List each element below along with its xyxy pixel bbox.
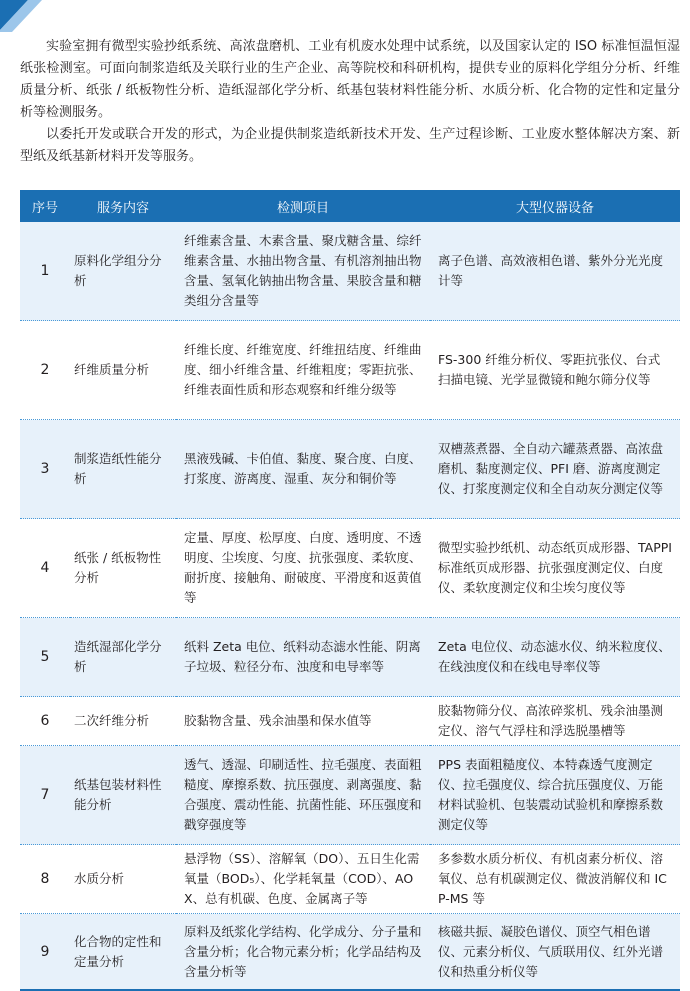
row-number: 1 bbox=[20, 222, 70, 321]
row-service: 纸基包装材料性能分析 bbox=[70, 746, 176, 845]
row-service: 二次纤维分析 bbox=[70, 697, 176, 746]
row-number: 9 bbox=[20, 914, 70, 991]
table-row bbox=[20, 321, 680, 420]
row-service: 造纸湿部化学分析 bbox=[70, 618, 176, 697]
row-equipment: 核磁共振、凝胶色谱仪、顶空气相色谱仪、元素分析仪、气质联用仪、红外光谱仪和热重分析仪等 bbox=[430, 914, 680, 991]
row-number: 3 bbox=[20, 420, 70, 519]
row-items: 纤维素含量、木素含量、聚戊糖含量、综纤维素含量、水抽出物含量、有机溶剂抽出物含量、氢氧化钠抽出物含量、果胶含量和糖类组分含量等 bbox=[176, 222, 430, 321]
row-number: 7 bbox=[20, 746, 70, 845]
row-number: 5 bbox=[20, 618, 70, 697]
row-items: 黑液残碱、卡伯值、黏度、聚合度、白度、打浆度、游离度、湿重、灰分和铜价等 bbox=[176, 420, 430, 519]
row-service: 水质分析 bbox=[70, 845, 176, 914]
table-row bbox=[20, 697, 680, 746]
table-row bbox=[20, 519, 680, 618]
row-service: 制浆造纸性能分析 bbox=[70, 420, 176, 519]
row-number: 6 bbox=[20, 697, 70, 746]
table-header-row bbox=[20, 190, 680, 222]
row-equipment: 胶黏物筛分仪、高浓碎浆机、残余油墨测定仪、溶气气浮柱和浮选脱墨槽等 bbox=[430, 697, 680, 746]
row-service: 纸张 / 纸板物性分析 bbox=[70, 519, 176, 618]
row-items: 原料及纸浆化学结构、化学成分、分子量和含量分析；化合物元素分析；化学品结构及含量分析等 bbox=[176, 914, 430, 991]
corner-decoration bbox=[0, 0, 70, 36]
row-equipment: 多参数水质分析仪、有机卤素分析仪、溶氧仪、总有机碳测定仪、微波消解仪和 ICP-MS 等 bbox=[430, 845, 680, 914]
intro-text bbox=[20, 36, 680, 168]
services-table-container bbox=[20, 190, 680, 991]
row-equipment: 微型实验抄纸机、动态纸页成形器、TAPPI 标准纸页成形器、抗张强度测定仪、白度仪、柔软度测定仪和尘埃匀度仪等 bbox=[430, 519, 680, 618]
intro-paragraph-1: 实验室拥有微型实验抄纸系统、高浓盘磨机、工业有机废水处理中试系统，以及国家认定的 ISO 标准恒温恒湿纸张检测室。可面向制浆造纸及关联行业的生产企业、高等院校和科研机构，提供专业的原料化学组分分析、纤维质量分析、纸张 / 纸板物性分析、造纸湿部化学分析、纸基包装材料性能分析、水质分析、化合物的定性和定量分析等检测服务。 bbox=[20, 39, 680, 120]
row-number: 4 bbox=[20, 519, 70, 618]
header-service: 服务内容 bbox=[70, 190, 176, 222]
row-equipment: 双槽蒸煮器、全自动六罐蒸煮器、高浓盘磨机、黏度测定仪、PFI 磨、游离度测定仪、打浆度测定仪和全自动灰分测定仪等 bbox=[430, 420, 680, 519]
row-items: 纸料 Zeta 电位、纸料动态滤水性能、阴离子垃圾、粒径分布、浊度和电导率等 bbox=[176, 618, 430, 697]
row-service: 纤维质量分析 bbox=[70, 321, 176, 420]
row-service: 化合物的定性和定量分析 bbox=[70, 914, 176, 991]
table-row bbox=[20, 845, 680, 914]
row-items: 悬浮物（SS）、溶解氧（DO）、五日生化需氧量（BOD₅）、化学耗氧量（COD）、AOX、总有机碳、色度、金属离子等 bbox=[176, 845, 430, 914]
row-equipment: PPS 表面粗糙度仪、本特森透气度测定仪、拉毛强度仪、综合抗压强度仪、万能材料试验机、包装震动试验机和摩擦系数测定仪等 bbox=[430, 746, 680, 845]
table-row bbox=[20, 222, 680, 321]
header-no: 序号 bbox=[20, 190, 70, 222]
row-service: 原料化学组分分析 bbox=[70, 222, 176, 321]
table-row bbox=[20, 618, 680, 697]
intro-paragraph-2: 以委托开发或联合开发的形式，为企业提供制浆造纸新技术开发、生产过程诊断、工业废水整体解决方案、新型纸及纸基新材料开发等服务。 bbox=[20, 127, 680, 164]
table-row bbox=[20, 420, 680, 519]
row-equipment: Zeta 电位仪、动态滤水仪、纳米粒度仪、在线浊度仪和在线电导率仪等 bbox=[430, 618, 680, 697]
services-table bbox=[20, 190, 680, 991]
row-equipment: FS-300 纤维分析仪、零距抗张仪、台式扫描电镜、光学显微镜和鲍尔筛分仪等 bbox=[430, 321, 680, 420]
row-number: 2 bbox=[20, 321, 70, 420]
row-items: 胶黏物含量、残余油墨和保水值等 bbox=[176, 697, 430, 746]
row-number: 8 bbox=[20, 845, 70, 914]
row-items: 定量、厚度、松厚度、白度、透明度、不透明度、尘埃度、匀度、抗张强度、柔软度、耐折度、接触角、耐破度、平滑度和返黄值等 bbox=[176, 519, 430, 618]
header-items: 检测项目 bbox=[176, 190, 430, 222]
row-items: 纤维长度、纤维宽度、纤维扭结度、纤维曲度、细小纤维含量、纤维粗度；零距抗张、纤维表面性质和形态观察和纤维分级等 bbox=[176, 321, 430, 420]
table-row bbox=[20, 914, 680, 991]
table-row bbox=[20, 746, 680, 845]
row-items: 透气、透湿、印刷适性、拉毛强度、表面粗糙度、摩擦系数、抗压强度、剥离强度、黏合强度、震动性能、抗菌性能、环压强度和戳穿强度等 bbox=[176, 746, 430, 845]
row-equipment: 离子色谱、高效液相色谱、紫外分光光度计等 bbox=[430, 222, 680, 321]
header-equipment: 大型仪器设备 bbox=[430, 190, 680, 222]
